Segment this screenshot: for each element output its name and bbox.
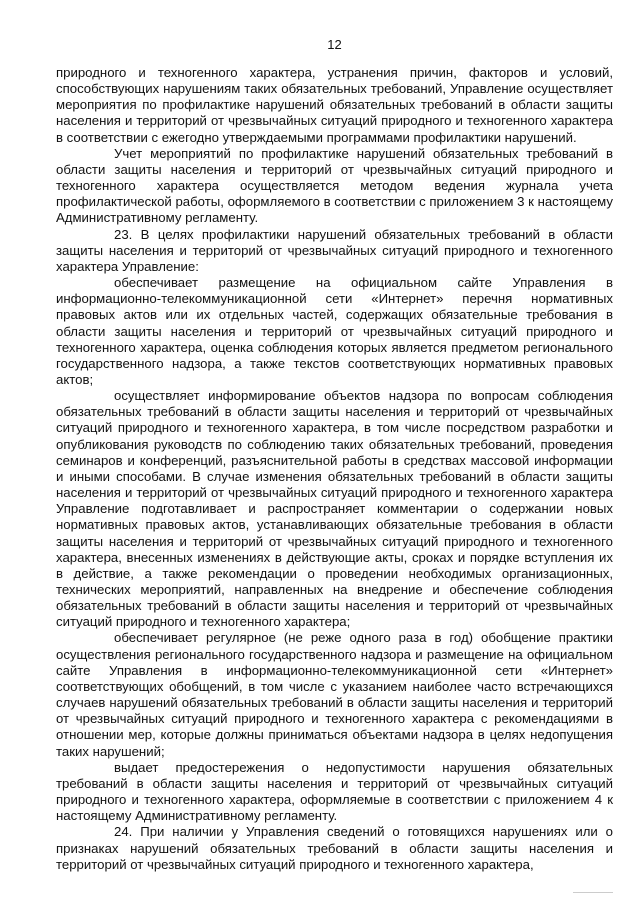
paragraph: 23. В целях профилактики нарушений обязательных требований в области защиты населения и территорий от чрезвычайных ситуаций природного и техногенного характера Управление:	[56, 226, 613, 274]
paragraph: обеспечивает регулярное (не реже одного раза в год) обобщение практики осуществления регионального государственного надзора и размещение на официальном сайте Управления в информационно-телекоммуникационной сети «Интернет» соответствующих обобщений, в том числе с указанием наиболее часто встречающихся случаев нарушений обязательных требований в области защиты населения и территорий от чрезвычайных ситуаций природного и техногенного характера с рекомендациями в отношении мер, которые должны приниматься объектами надзора в целях недопущения таких нарушений;	[56, 630, 613, 759]
paragraph: выдает предостережения о недопустимости нарушения обязательных требований в области защиты населения и территорий от чрезвычайных ситуаций природного и техногенного характера, оформляемые в соответствии с приложением 4 к настоящему Административному регламенту.	[56, 759, 613, 824]
paragraph: 24. При наличии у Управления сведений о готовящихся нарушениях или о признаках нарушений обязательных требований в области защиты населения и территорий от чрезвычайных ситуаций природного и техногенного характера,	[56, 824, 613, 872]
paragraph: Учет мероприятий по профилактике нарушений обязательных требований в области защиты населения и территорий от чрезвычайных ситуаций природного и техногенного характера осуществляется методом ведения журнала учета профилактической работы, оформляемого в соответствии с приложением 3 к настоящему Административному регламенту.	[56, 145, 613, 226]
page-number: 12	[327, 37, 342, 52]
paragraph: обеспечивает размещение на официальном сайте Управления в информационно-телекоммуникационной сети «Интернет» перечня нормативных правовых актов или их отдельных частей, содержащих обязательные требования в области защиты населения и территорий от чрезвычайных ситуаций природного и техногенного характера, оценка соблюдения которых является предметом регионального государственного надзора, а также текстов соответствующих нормативных правовых актов;	[56, 275, 613, 387]
paragraph: природного и техногенного характера, устранения причин, факторов и условий, способствующих нарушениям таких обязательных требований, Управление осуществляет мероприятия по профилактике нарушений обязательных требований в области защиты населения и территорий от чрезвычайных ситуаций природного и техногенного характера в соответствии с ежегодно утверждаемыми программами профилактики нарушений.	[56, 65, 613, 145]
scan-artifact	[573, 892, 613, 893]
paragraph: осуществляет информирование объектов надзора по вопросам соблюдения обязательных требований в области защиты населения и территорий от чрезвычайных ситуаций природного и техногенного характера, в том числе посредством разработки и опубликования руководств по соблюдению таких обязательных требований, проведения семинаров и конференций, разъяснительной работы в средствах массовой информации и иными способами. В случае изменения обязательных требований в области защиты населения и территорий от чрезвычайных ситуаций природного и техногенного характера Управление подготавливает и распространяет комментарии о содержании новых нормативных правовых актов, устанавливающих обязательные требования в области защиты населения и территорий от чрезвычайных ситуаций природного и техногенного характера, внесенных изменениях в действующие акты, сроках и порядке вступления их в действие, а также рекомендации о проведении необходимых организационных, технических мероприятий, направленных на внедрение и обеспечение соблюдения обязательных требований в области защиты населения и территорий от чрезвычайных ситуаций природного и техногенного характера;	[56, 388, 613, 630]
document-body	[56, 65, 613, 873]
